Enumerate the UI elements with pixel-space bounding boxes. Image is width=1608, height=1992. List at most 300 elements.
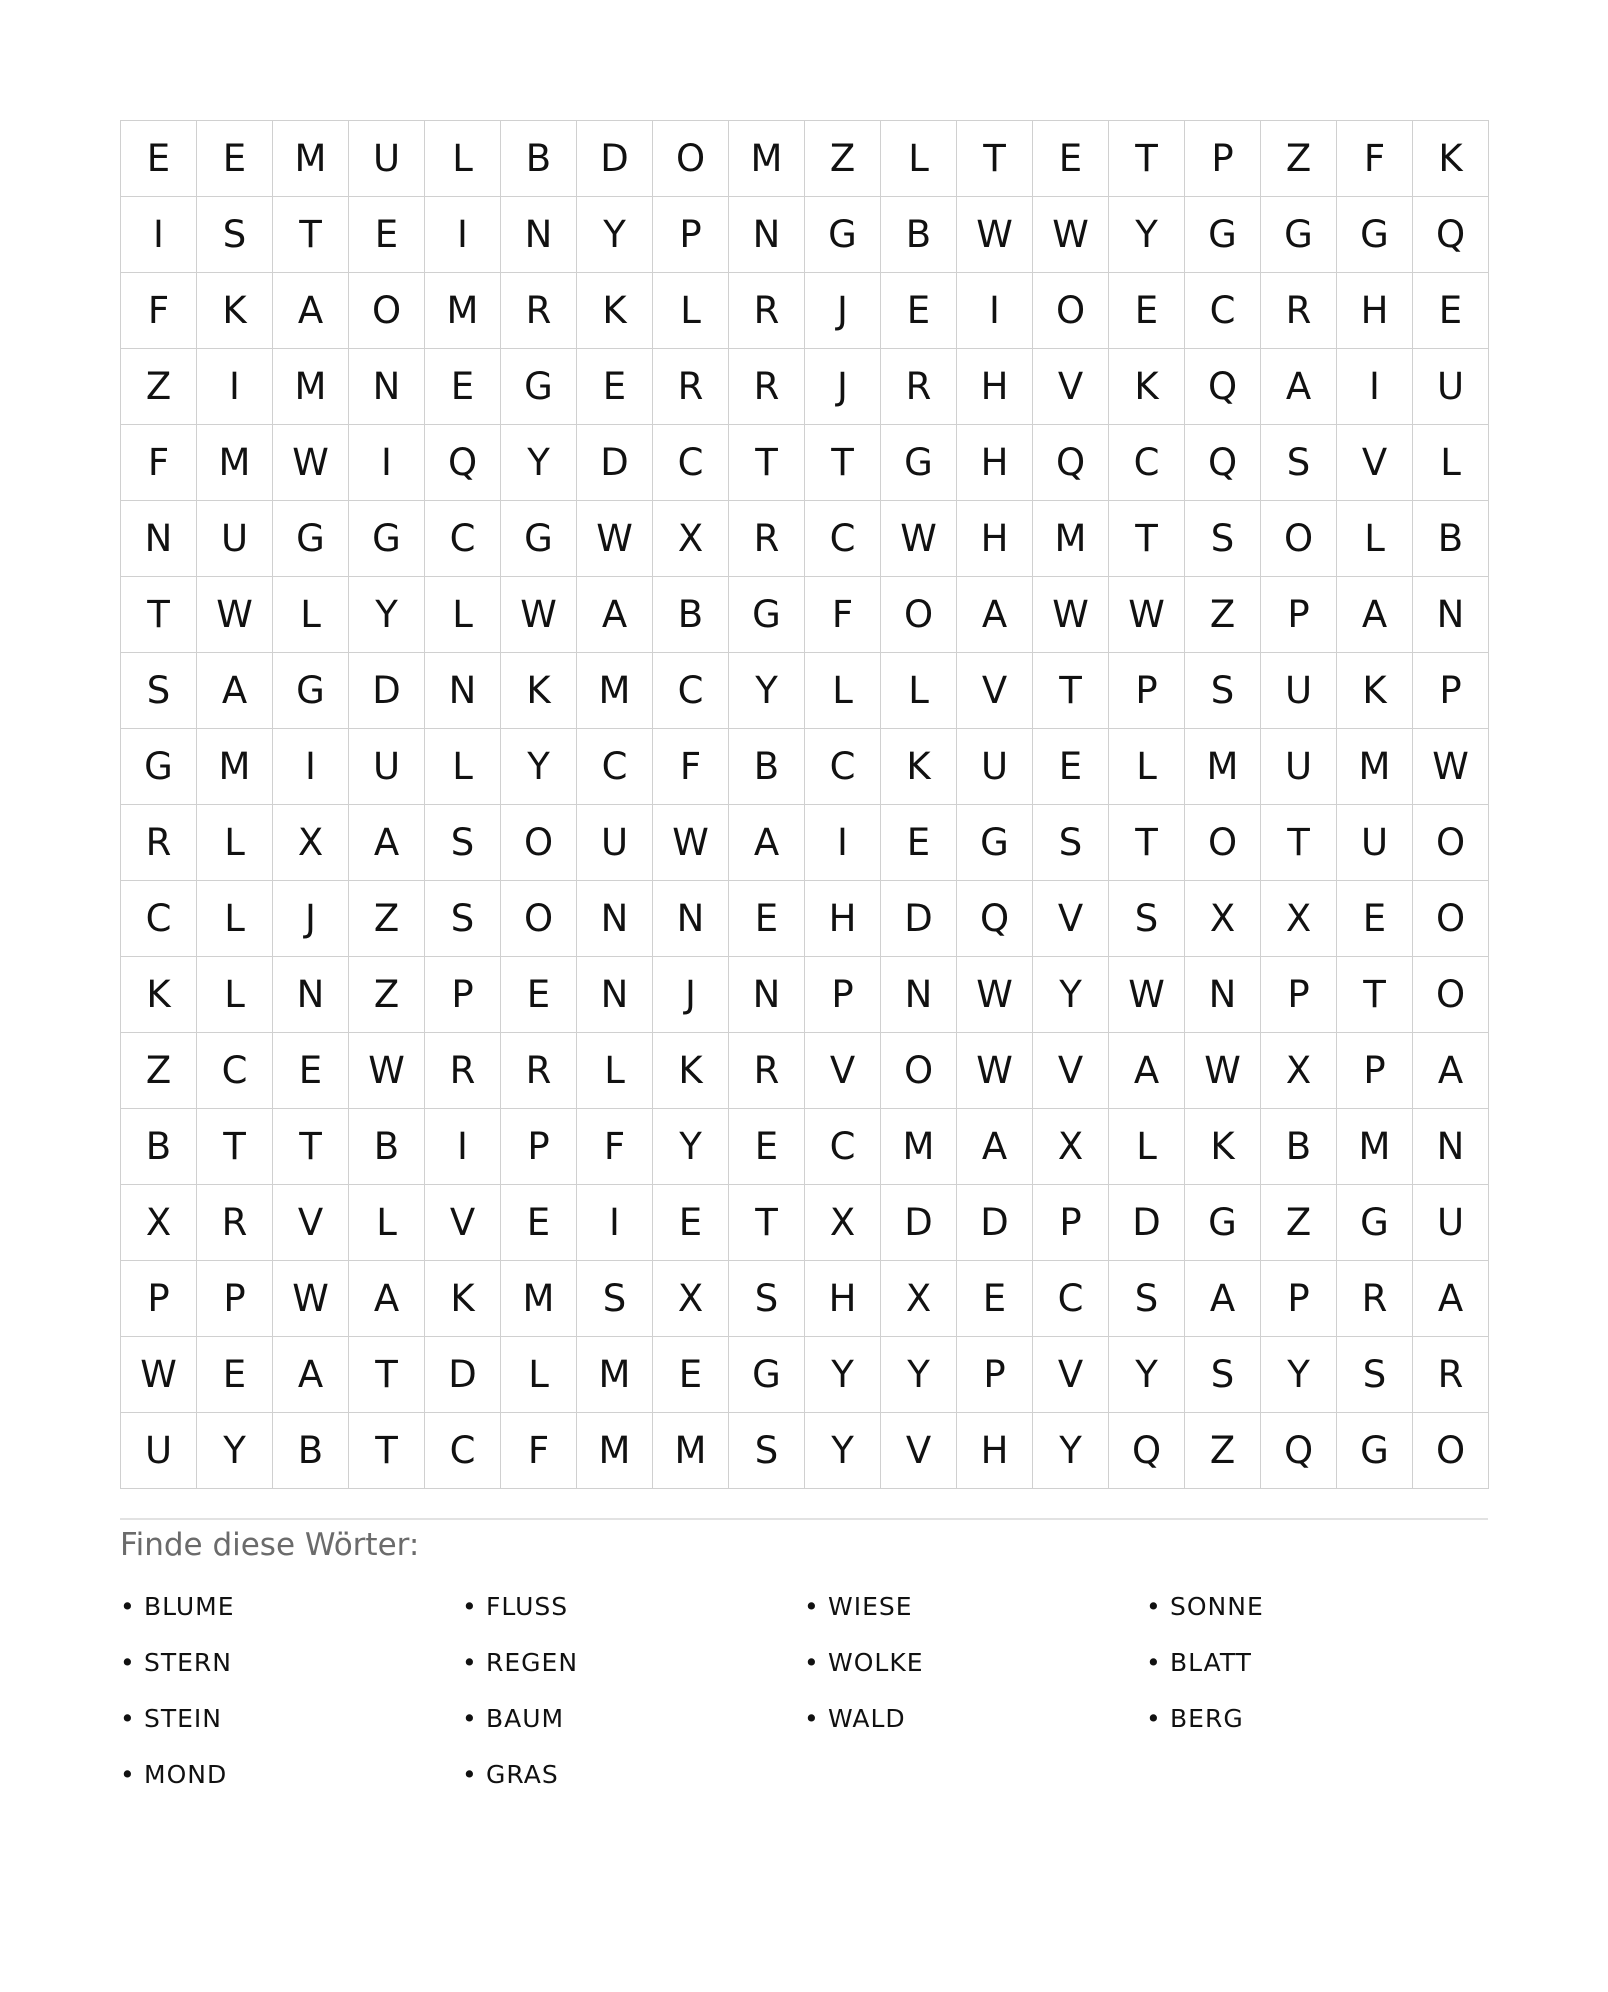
grid-cell[interactable]: P <box>1261 957 1337 1033</box>
grid-cell[interactable]: R <box>653 349 729 425</box>
grid-cell[interactable]: L <box>881 653 957 729</box>
grid-cell[interactable]: S <box>121 653 197 729</box>
grid-cell[interactable]: C <box>1185 273 1261 349</box>
grid-cell[interactable]: D <box>577 121 653 197</box>
grid-cell[interactable]: B <box>881 197 957 273</box>
grid-cell[interactable]: R <box>881 349 957 425</box>
grid-cell[interactable]: Z <box>121 349 197 425</box>
grid-cell[interactable]: G <box>1185 1185 1261 1261</box>
grid-cell[interactable]: U <box>1261 653 1337 729</box>
grid-cell[interactable]: A <box>349 1261 425 1337</box>
grid-cell[interactable]: Q <box>1033 425 1109 501</box>
grid-cell[interactable]: A <box>1261 349 1337 425</box>
grid-cell[interactable]: W <box>1185 1033 1261 1109</box>
grid-cell[interactable]: E <box>881 805 957 881</box>
grid-cell[interactable]: J <box>273 881 349 957</box>
grid-cell[interactable]: E <box>273 1033 349 1109</box>
grid-cell[interactable]: N <box>1413 577 1489 653</box>
grid-cell[interactable]: U <box>349 121 425 197</box>
grid-cell[interactable]: I <box>349 425 425 501</box>
grid-cell[interactable]: N <box>881 957 957 1033</box>
grid-cell[interactable]: P <box>1261 577 1337 653</box>
grid-cell[interactable]: G <box>1337 1185 1413 1261</box>
grid-cell[interactable]: L <box>197 957 273 1033</box>
grid-cell[interactable]: O <box>501 881 577 957</box>
grid-cell[interactable]: B <box>121 1109 197 1185</box>
grid-cell[interactable]: I <box>121 197 197 273</box>
grid-cell[interactable]: R <box>729 273 805 349</box>
grid-cell[interactable]: N <box>425 653 501 729</box>
grid-cell[interactable]: T <box>805 425 881 501</box>
grid-cell[interactable]: R <box>197 1185 273 1261</box>
grid-cell[interactable]: S <box>1185 1337 1261 1413</box>
grid-cell[interactable]: V <box>1033 1337 1109 1413</box>
grid-cell[interactable]: M <box>425 273 501 349</box>
grid-cell[interactable]: G <box>501 349 577 425</box>
grid-cell[interactable]: A <box>273 1337 349 1413</box>
grid-cell[interactable]: S <box>729 1261 805 1337</box>
grid-cell[interactable]: V <box>1337 425 1413 501</box>
grid-cell[interactable]: A <box>197 653 273 729</box>
grid-cell[interactable]: F <box>653 729 729 805</box>
grid-cell[interactable]: T <box>957 121 1033 197</box>
grid-cell[interactable]: S <box>1185 653 1261 729</box>
grid-cell[interactable]: S <box>1033 805 1109 881</box>
grid-cell[interactable]: J <box>653 957 729 1033</box>
grid-cell[interactable]: C <box>197 1033 273 1109</box>
grid-cell[interactable]: N <box>349 349 425 425</box>
grid-cell[interactable]: W <box>957 197 1033 273</box>
grid-cell[interactable]: R <box>501 1033 577 1109</box>
grid-cell[interactable]: C <box>805 1109 881 1185</box>
grid-cell[interactable]: S <box>1261 425 1337 501</box>
grid-cell[interactable]: Z <box>349 957 425 1033</box>
grid-cell[interactable]: X <box>273 805 349 881</box>
grid-cell[interactable]: A <box>1413 1261 1489 1337</box>
grid-cell[interactable]: N <box>1185 957 1261 1033</box>
grid-cell[interactable]: Y <box>501 729 577 805</box>
grid-cell[interactable]: O <box>1261 501 1337 577</box>
grid-cell[interactable]: P <box>197 1261 273 1337</box>
grid-cell[interactable]: Y <box>1261 1337 1337 1413</box>
grid-cell[interactable]: Y <box>805 1337 881 1413</box>
grid-cell[interactable]: M <box>653 1413 729 1489</box>
grid-cell[interactable]: P <box>1261 1261 1337 1337</box>
grid-cell[interactable]: H <box>957 349 1033 425</box>
grid-cell[interactable]: G <box>273 501 349 577</box>
grid-cell[interactable]: V <box>273 1185 349 1261</box>
grid-cell[interactable]: X <box>1033 1109 1109 1185</box>
grid-cell[interactable]: Y <box>197 1413 273 1489</box>
grid-cell[interactable]: L <box>501 1337 577 1413</box>
grid-cell[interactable]: P <box>805 957 881 1033</box>
grid-cell[interactable]: S <box>729 1413 805 1489</box>
grid-cell[interactable]: W <box>653 805 729 881</box>
grid-cell[interactable]: C <box>425 1413 501 1489</box>
grid-cell[interactable]: N <box>273 957 349 1033</box>
grid-cell[interactable]: Y <box>501 425 577 501</box>
grid-cell[interactable]: G <box>1185 197 1261 273</box>
grid-cell[interactable]: U <box>957 729 1033 805</box>
grid-cell[interactable]: R <box>425 1033 501 1109</box>
grid-cell[interactable]: M <box>273 349 349 425</box>
grid-cell[interactable]: W <box>957 1033 1033 1109</box>
grid-cell[interactable]: E <box>197 1337 273 1413</box>
grid-cell[interactable]: S <box>197 197 273 273</box>
grid-cell[interactable]: M <box>729 121 805 197</box>
grid-cell[interactable]: L <box>273 577 349 653</box>
grid-cell[interactable]: E <box>425 349 501 425</box>
grid-cell[interactable]: K <box>577 273 653 349</box>
grid-cell[interactable]: X <box>121 1185 197 1261</box>
grid-cell[interactable]: Z <box>805 121 881 197</box>
grid-cell[interactable]: O <box>1413 957 1489 1033</box>
grid-cell[interactable]: G <box>273 653 349 729</box>
grid-cell[interactable]: P <box>1033 1185 1109 1261</box>
grid-cell[interactable]: N <box>577 957 653 1033</box>
grid-cell[interactable]: P <box>1109 653 1185 729</box>
grid-cell[interactable]: W <box>1109 957 1185 1033</box>
grid-cell[interactable]: U <box>1261 729 1337 805</box>
grid-cell[interactable]: M <box>1185 729 1261 805</box>
grid-cell[interactable]: I <box>957 273 1033 349</box>
grid-cell[interactable]: V <box>1033 1033 1109 1109</box>
grid-cell[interactable]: K <box>197 273 273 349</box>
grid-cell[interactable]: E <box>577 349 653 425</box>
grid-cell[interactable]: W <box>273 425 349 501</box>
grid-cell[interactable]: K <box>881 729 957 805</box>
grid-cell[interactable]: T <box>729 425 805 501</box>
grid-cell[interactable]: T <box>1109 805 1185 881</box>
grid-cell[interactable]: D <box>577 425 653 501</box>
grid-cell[interactable]: M <box>1337 729 1413 805</box>
grid-cell[interactable]: B <box>1413 501 1489 577</box>
grid-cell[interactable]: G <box>1337 197 1413 273</box>
grid-cell[interactable]: D <box>349 653 425 729</box>
grid-cell[interactable]: N <box>1413 1109 1489 1185</box>
grid-cell[interactable]: N <box>501 197 577 273</box>
grid-cell[interactable]: T <box>1261 805 1337 881</box>
grid-cell[interactable]: A <box>729 805 805 881</box>
grid-cell[interactable]: Q <box>425 425 501 501</box>
grid-cell[interactable]: H <box>957 501 1033 577</box>
grid-cell[interactable]: E <box>1033 121 1109 197</box>
grid-cell[interactable]: T <box>729 1185 805 1261</box>
grid-cell[interactable]: Z <box>1185 1413 1261 1489</box>
grid-cell[interactable]: U <box>197 501 273 577</box>
grid-cell[interactable]: V <box>425 1185 501 1261</box>
grid-cell[interactable]: X <box>653 1261 729 1337</box>
grid-cell[interactable]: S <box>1185 501 1261 577</box>
grid-cell[interactable]: P <box>1185 121 1261 197</box>
grid-cell[interactable]: V <box>805 1033 881 1109</box>
grid-cell[interactable]: L <box>653 273 729 349</box>
grid-cell[interactable]: K <box>1413 121 1489 197</box>
grid-cell[interactable]: D <box>881 881 957 957</box>
grid-cell[interactable]: T <box>197 1109 273 1185</box>
grid-cell[interactable]: D <box>881 1185 957 1261</box>
grid-cell[interactable]: Y <box>1109 1337 1185 1413</box>
grid-cell[interactable]: S <box>425 881 501 957</box>
grid-cell[interactable]: M <box>577 653 653 729</box>
grid-cell[interactable]: G <box>1337 1413 1413 1489</box>
grid-cell[interactable]: W <box>1033 577 1109 653</box>
grid-cell[interactable]: Z <box>1261 1185 1337 1261</box>
grid-cell[interactable]: F <box>1337 121 1413 197</box>
grid-cell[interactable]: E <box>197 121 273 197</box>
grid-cell[interactable]: C <box>805 729 881 805</box>
grid-cell[interactable]: A <box>957 577 1033 653</box>
grid-cell[interactable]: N <box>729 957 805 1033</box>
grid-cell[interactable]: M <box>197 729 273 805</box>
grid-cell[interactable]: G <box>1261 197 1337 273</box>
grid-cell[interactable]: T <box>273 197 349 273</box>
grid-cell[interactable]: T <box>349 1337 425 1413</box>
grid-cell[interactable]: R <box>729 349 805 425</box>
grid-cell[interactable]: P <box>1413 653 1489 729</box>
grid-cell[interactable]: H <box>957 1413 1033 1489</box>
grid-cell[interactable]: K <box>425 1261 501 1337</box>
grid-cell[interactable]: Y <box>881 1337 957 1413</box>
grid-cell[interactable]: L <box>425 729 501 805</box>
grid-cell[interactable]: I <box>425 197 501 273</box>
grid-cell[interactable]: W <box>957 957 1033 1033</box>
grid-cell[interactable]: P <box>425 957 501 1033</box>
grid-cell[interactable]: B <box>349 1109 425 1185</box>
grid-cell[interactable]: K <box>1109 349 1185 425</box>
grid-cell[interactable]: O <box>349 273 425 349</box>
grid-cell[interactable]: R <box>729 1033 805 1109</box>
grid-cell[interactable]: R <box>121 805 197 881</box>
grid-cell[interactable]: J <box>805 273 881 349</box>
grid-cell[interactable]: F <box>577 1109 653 1185</box>
grid-cell[interactable]: H <box>805 1261 881 1337</box>
grid-cell[interactable]: I <box>805 805 881 881</box>
grid-cell[interactable]: G <box>957 805 1033 881</box>
grid-cell[interactable]: L <box>425 577 501 653</box>
grid-cell[interactable]: L <box>349 1185 425 1261</box>
grid-cell[interactable]: W <box>881 501 957 577</box>
grid-cell[interactable]: M <box>881 1109 957 1185</box>
grid-cell[interactable]: Q <box>1185 425 1261 501</box>
grid-cell[interactable]: L <box>197 881 273 957</box>
grid-cell[interactable]: C <box>425 501 501 577</box>
grid-cell[interactable]: O <box>501 805 577 881</box>
grid-cell[interactable]: F <box>121 425 197 501</box>
grid-cell[interactable]: B <box>501 121 577 197</box>
grid-cell[interactable]: S <box>1337 1337 1413 1413</box>
grid-cell[interactable]: Y <box>1033 1413 1109 1489</box>
grid-cell[interactable]: K <box>121 957 197 1033</box>
grid-cell[interactable]: E <box>501 957 577 1033</box>
grid-cell[interactable]: F <box>805 577 881 653</box>
grid-cell[interactable]: V <box>881 1413 957 1489</box>
grid-cell[interactable]: A <box>577 577 653 653</box>
grid-cell[interactable]: X <box>1261 1033 1337 1109</box>
grid-cell[interactable]: B <box>729 729 805 805</box>
grid-cell[interactable]: E <box>729 1109 805 1185</box>
grid-cell[interactable]: O <box>1413 881 1489 957</box>
grid-cell[interactable]: C <box>805 501 881 577</box>
grid-cell[interactable]: O <box>1033 273 1109 349</box>
grid-cell[interactable]: E <box>957 1261 1033 1337</box>
grid-cell[interactable]: G <box>729 1337 805 1413</box>
grid-cell[interactable]: L <box>1337 501 1413 577</box>
grid-cell[interactable]: C <box>1033 1261 1109 1337</box>
grid-cell[interactable]: U <box>349 729 425 805</box>
grid-cell[interactable]: M <box>501 1261 577 1337</box>
grid-cell[interactable]: E <box>881 273 957 349</box>
grid-cell[interactable]: I <box>273 729 349 805</box>
grid-cell[interactable]: T <box>1337 957 1413 1033</box>
grid-cell[interactable]: I <box>197 349 273 425</box>
grid-cell[interactable]: E <box>1033 729 1109 805</box>
grid-cell[interactable]: G <box>881 425 957 501</box>
grid-cell[interactable]: Y <box>1033 957 1109 1033</box>
grid-cell[interactable]: M <box>273 121 349 197</box>
grid-cell[interactable]: K <box>1185 1109 1261 1185</box>
grid-cell[interactable]: L <box>425 121 501 197</box>
grid-cell[interactable]: O <box>1413 805 1489 881</box>
grid-cell[interactable]: Y <box>577 197 653 273</box>
grid-cell[interactable]: I <box>577 1185 653 1261</box>
grid-cell[interactable]: M <box>197 425 273 501</box>
grid-cell[interactable]: U <box>577 805 653 881</box>
grid-cell[interactable]: W <box>1109 577 1185 653</box>
grid-cell[interactable]: K <box>501 653 577 729</box>
grid-cell[interactable]: H <box>805 881 881 957</box>
grid-cell[interactable]: S <box>1109 1261 1185 1337</box>
grid-cell[interactable]: Y <box>805 1413 881 1489</box>
grid-cell[interactable]: E <box>501 1185 577 1261</box>
grid-cell[interactable]: M <box>577 1337 653 1413</box>
grid-cell[interactable]: O <box>1185 805 1261 881</box>
grid-cell[interactable]: P <box>1337 1033 1413 1109</box>
grid-cell[interactable]: B <box>1261 1109 1337 1185</box>
grid-cell[interactable]: H <box>1337 273 1413 349</box>
grid-cell[interactable]: N <box>729 197 805 273</box>
grid-cell[interactable]: G <box>501 501 577 577</box>
grid-cell[interactable]: Q <box>957 881 1033 957</box>
grid-cell[interactable]: Y <box>653 1109 729 1185</box>
grid-cell[interactable]: E <box>729 881 805 957</box>
grid-cell[interactable]: G <box>349 501 425 577</box>
grid-cell[interactable]: E <box>653 1185 729 1261</box>
grid-cell[interactable]: T <box>1033 653 1109 729</box>
grid-cell[interactable]: W <box>577 501 653 577</box>
grid-cell[interactable]: Z <box>1185 577 1261 653</box>
grid-cell[interactable]: L <box>1109 1109 1185 1185</box>
grid-cell[interactable]: E <box>1337 881 1413 957</box>
grid-cell[interactable]: J <box>805 349 881 425</box>
grid-cell[interactable]: W <box>197 577 273 653</box>
grid-cell[interactable]: N <box>577 881 653 957</box>
grid-cell[interactable]: L <box>577 1033 653 1109</box>
grid-cell[interactable]: O <box>881 577 957 653</box>
grid-cell[interactable]: U <box>1337 805 1413 881</box>
grid-cell[interactable]: W <box>1413 729 1489 805</box>
grid-cell[interactable]: H <box>957 425 1033 501</box>
grid-cell[interactable]: C <box>577 729 653 805</box>
grid-cell[interactable]: D <box>425 1337 501 1413</box>
grid-cell[interactable]: L <box>1413 425 1489 501</box>
grid-cell[interactable]: D <box>1109 1185 1185 1261</box>
grid-cell[interactable]: P <box>501 1109 577 1185</box>
grid-cell[interactable]: X <box>1185 881 1261 957</box>
grid-cell[interactable]: A <box>1413 1033 1489 1109</box>
grid-cell[interactable]: F <box>121 273 197 349</box>
grid-cell[interactable]: C <box>653 653 729 729</box>
grid-cell[interactable]: S <box>577 1261 653 1337</box>
grid-cell[interactable]: C <box>1109 425 1185 501</box>
grid-cell[interactable]: Z <box>121 1033 197 1109</box>
grid-cell[interactable]: O <box>653 121 729 197</box>
grid-cell[interactable]: T <box>1109 121 1185 197</box>
grid-cell[interactable]: O <box>881 1033 957 1109</box>
grid-cell[interactable]: G <box>121 729 197 805</box>
grid-cell[interactable]: F <box>501 1413 577 1489</box>
grid-cell[interactable]: E <box>653 1337 729 1413</box>
grid-cell[interactable]: E <box>349 197 425 273</box>
grid-cell[interactable]: R <box>501 273 577 349</box>
grid-cell[interactable]: B <box>273 1413 349 1489</box>
grid-cell[interactable]: R <box>1337 1261 1413 1337</box>
grid-cell[interactable]: A <box>1185 1261 1261 1337</box>
grid-cell[interactable]: K <box>1337 653 1413 729</box>
grid-cell[interactable]: U <box>121 1413 197 1489</box>
grid-cell[interactable]: E <box>121 121 197 197</box>
grid-cell[interactable]: P <box>653 197 729 273</box>
grid-cell[interactable]: W <box>273 1261 349 1337</box>
grid-cell[interactable]: X <box>805 1185 881 1261</box>
grid-cell[interactable]: Q <box>1109 1413 1185 1489</box>
grid-cell[interactable]: Z <box>1261 121 1337 197</box>
grid-cell[interactable]: M <box>1033 501 1109 577</box>
grid-cell[interactable]: Y <box>349 577 425 653</box>
grid-cell[interactable]: R <box>1261 273 1337 349</box>
grid-cell[interactable]: X <box>881 1261 957 1337</box>
grid-cell[interactable]: L <box>1109 729 1185 805</box>
grid-cell[interactable]: N <box>653 881 729 957</box>
grid-cell[interactable]: U <box>1413 349 1489 425</box>
grid-cell[interactable]: A <box>1337 577 1413 653</box>
grid-cell[interactable]: V <box>1033 881 1109 957</box>
grid-cell[interactable]: T <box>273 1109 349 1185</box>
grid-cell[interactable]: W <box>501 577 577 653</box>
grid-cell[interactable]: Y <box>729 653 805 729</box>
grid-cell[interactable]: L <box>197 805 273 881</box>
grid-cell[interactable]: Q <box>1413 197 1489 273</box>
grid-cell[interactable]: B <box>653 577 729 653</box>
grid-cell[interactable]: U <box>1413 1185 1489 1261</box>
grid-cell[interactable]: E <box>1413 273 1489 349</box>
grid-cell[interactable]: T <box>1109 501 1185 577</box>
grid-cell[interactable]: M <box>577 1413 653 1489</box>
grid-cell[interactable]: L <box>881 121 957 197</box>
grid-cell[interactable]: T <box>121 577 197 653</box>
grid-cell[interactable]: A <box>957 1109 1033 1185</box>
grid-cell[interactable]: C <box>121 881 197 957</box>
grid-cell[interactable]: Q <box>1185 349 1261 425</box>
grid-cell[interactable]: S <box>1109 881 1185 957</box>
grid-cell[interactable]: C <box>653 425 729 501</box>
grid-cell[interactable]: X <box>1261 881 1337 957</box>
grid-cell[interactable]: G <box>805 197 881 273</box>
grid-cell[interactable]: R <box>729 501 805 577</box>
grid-cell[interactable]: L <box>805 653 881 729</box>
grid-cell[interactable]: V <box>957 653 1033 729</box>
grid-cell[interactable]: T <box>349 1413 425 1489</box>
